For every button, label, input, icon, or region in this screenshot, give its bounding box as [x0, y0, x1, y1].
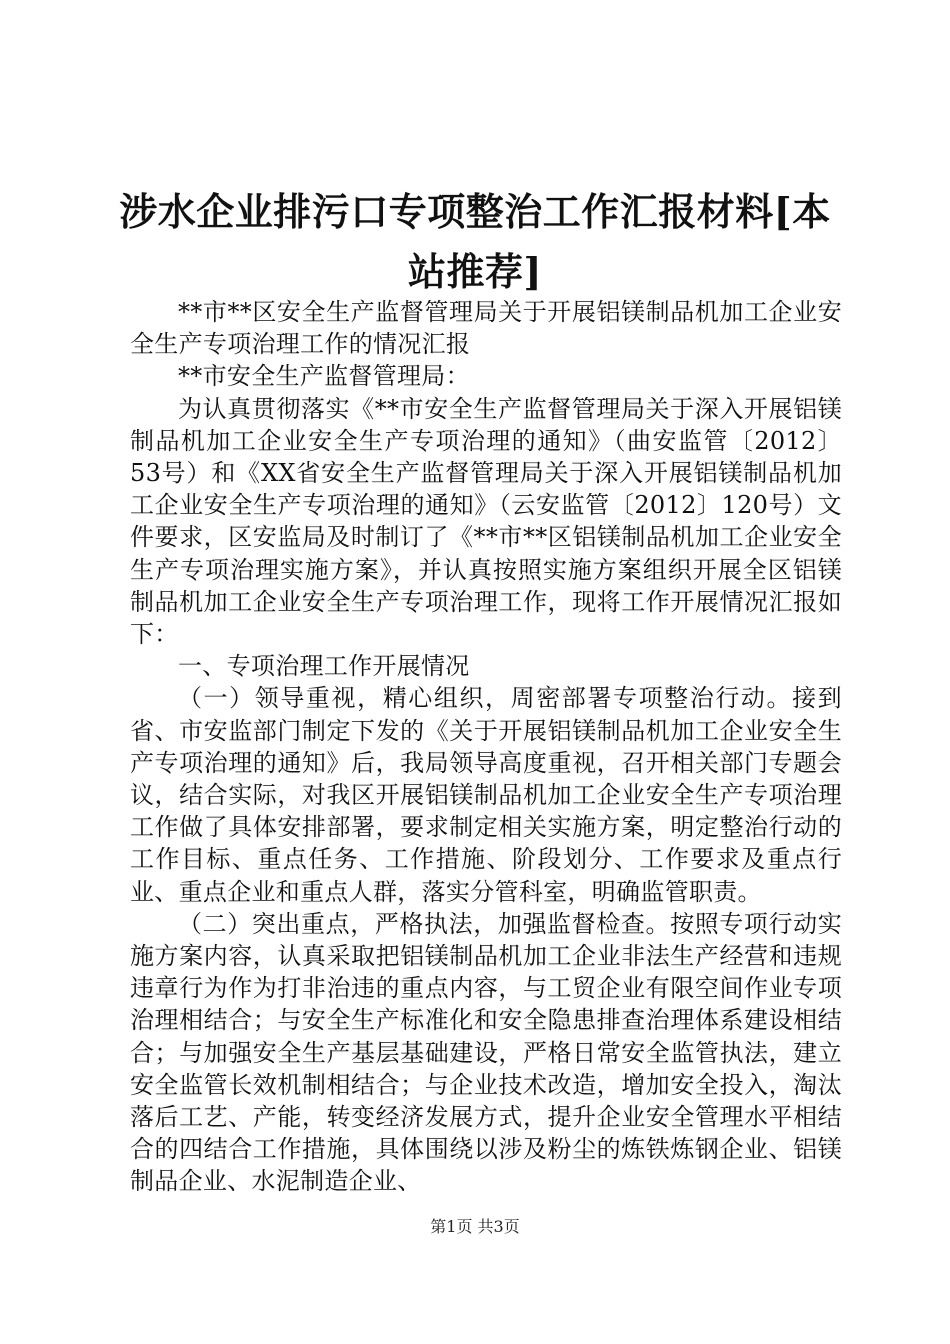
document-title: 涉水企业排污口专项整治工作汇报材料[本站推荐] — [119, 189, 831, 294]
paragraph-two: （二）突出重点，严格执法，加强监督检查。按照专项行动实施方案内容，认真采取把铝镁制品机加工企业非法生产经营和违规违章行为作为打非治违的重点内容，与工贸企业有限空间作业专项治理相结合；与安全生产标准化和安全隐患排查治理体系建设相结合；与加强安全生产基层基础建设，严格日常安全监管执法，建立安全监管长效机制相结合；与企业技术改造，增加安全投入，淘汰落后工艺、产能，转变经济发展方式，提升企业安全管理水平相结合的四结合工作措施，具体围绕以涉及粉尘的炼铁炼钢企业、铝镁制品企业、水泥制造企业、 — [130, 909, 842, 1196]
intro-paragraph: 为认真贯彻落实《**市安全生产监督管理局关于深入开展铝镁制品机加工企业安全生产专项治理的通知》（曲安监管〔2012〕53号）和《XX省安全生产监督管理局关于深入开展铝镁制品机加工企业安全生产专项治理的通知》（云安监管〔2012〕120号）文件要求，区安监局及时制订了《**市**区铝镁制品机加工企业安全生产专项治理实施方案》，并认真按照实施方案组织开展全区铝镁制品机加工企业安全生产专项治理工作，现将工作开展情况汇报如下： — [130, 394, 842, 649]
paragraph-one: （一）领导重视，精心组织，周密部署专项整治行动。接到省、市安监部门制定下发的《关于开展铝镁制品机加工企业安全生产专项治理的通知》后，我局领导高度重视，召开相关部门专题会议，结合实际，对我区开展铝镁制品机加工企业安全生产专项治理工作做了具体安排部署，要求制定相关实施方案，明定整治行动的工作目标、重点任务、工作措施、阶段划分、工作要求及重点行业、重点企业和重点人群，落实分管科室，明确监管职责。 — [130, 684, 842, 906]
document-body — [130, 296, 842, 1198]
addressee: **市安全生产监督管理局： — [178, 362, 470, 391]
report-heading: **市**区安全生产监督管理局关于开展铝镁制品机加工企业安全生产专项治理工作的情况汇报 — [130, 298, 842, 359]
section-heading: 一、专项治理工作开展情况 — [178, 652, 470, 681]
page-footer: 第1页 共3页 — [430, 1217, 520, 1236]
